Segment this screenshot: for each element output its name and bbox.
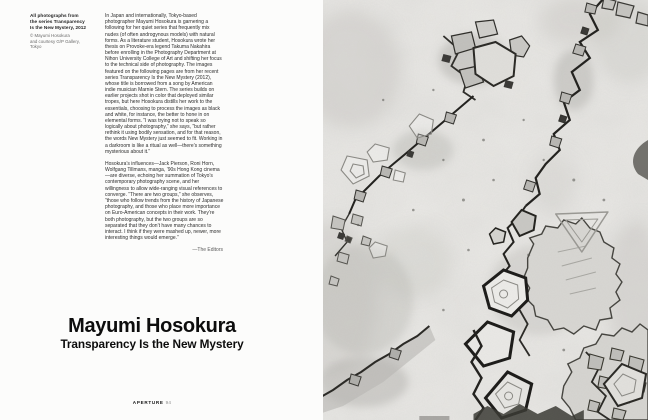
article-paragraph: Hosokura’s influences—Jack Pierson, Roni Horn, Wolfgang Tillmans, manga, ’90s Hong Kong cinema—are diverse, echoing her summation of Tokyo’s contemporary photography scene, and her willingness to allow wide-ranging visual references to converge. “There are two groups,” she observes, “those who follow trends from the history of Japanese photography, and those who place more importance on Euro-American concepts in their work. They’re both photography, but the two groups are so separated that they don’t have many chances to interact. I think if they were mashed up, newer, more interesting things would emerge.”: [105, 160, 224, 242]
series-title: Transparency Is the New Mystery: [60, 337, 244, 351]
page-folio: [6, 400, 298, 405]
artist-name-title: Mayumi Hosokura: [68, 315, 236, 337]
feature-title-block: [6, 315, 298, 352]
caption-credit-line: Tokyo: [30, 44, 42, 50]
photo-caption: [30, 13, 88, 50]
spread-photograph: [323, 0, 648, 420]
caption-line: the series Transparency: [30, 18, 85, 24]
caption-credit-line: and courtesy G/P Gallery,: [30, 38, 80, 44]
caption-line: Is the New Mystery, 2012: [30, 24, 87, 30]
article-paragraph: In Japan and internationally, Tokyo-based photographer Mayumi Hosokura is garnering a following for her quiet series that frequently mix nudes (of often androgynous models) with natural forms. As a literature student, Hosokura wrote her thesis on Provoke-era legend Takuma Nakahira before enrolling in the Photography Department at Nihon University College of Art and shifting her focus to the technical side of photography. The images featured on the following pages are from her recent series Transparency Is the New Mystery (2012), whose title is borrowed from a song by American indie musician Marnie Stern. The series builds on earlier projects shot in color that deployed similar tropes, but here Hosokura distills her work to the essentials, choosing to process the images as black and white, for instance, the better to hone in on elemental forms. “I was trying not to speak so logically about photography,” she says, “but rather rethink it using bodily sensation, and for that reason, the words New Mystery just seemed to fit. Working in a darkroom is like a ritual as well—there’s something mysterious about it.”: [105, 13, 223, 155]
magazine-name: APERTURE: [132, 400, 164, 405]
caption-credit-line: © Mayumi Hosokura: [30, 33, 70, 39]
caption-line: All photographs from: [30, 13, 79, 18]
article-text-column: [105, 13, 224, 253]
page-number: 94: [165, 400, 172, 405]
photo-grain-texture: [323, 0, 648, 420]
article-byline: —The Editors: [192, 247, 223, 254]
crystal-photo-graphic: [323, 0, 648, 420]
